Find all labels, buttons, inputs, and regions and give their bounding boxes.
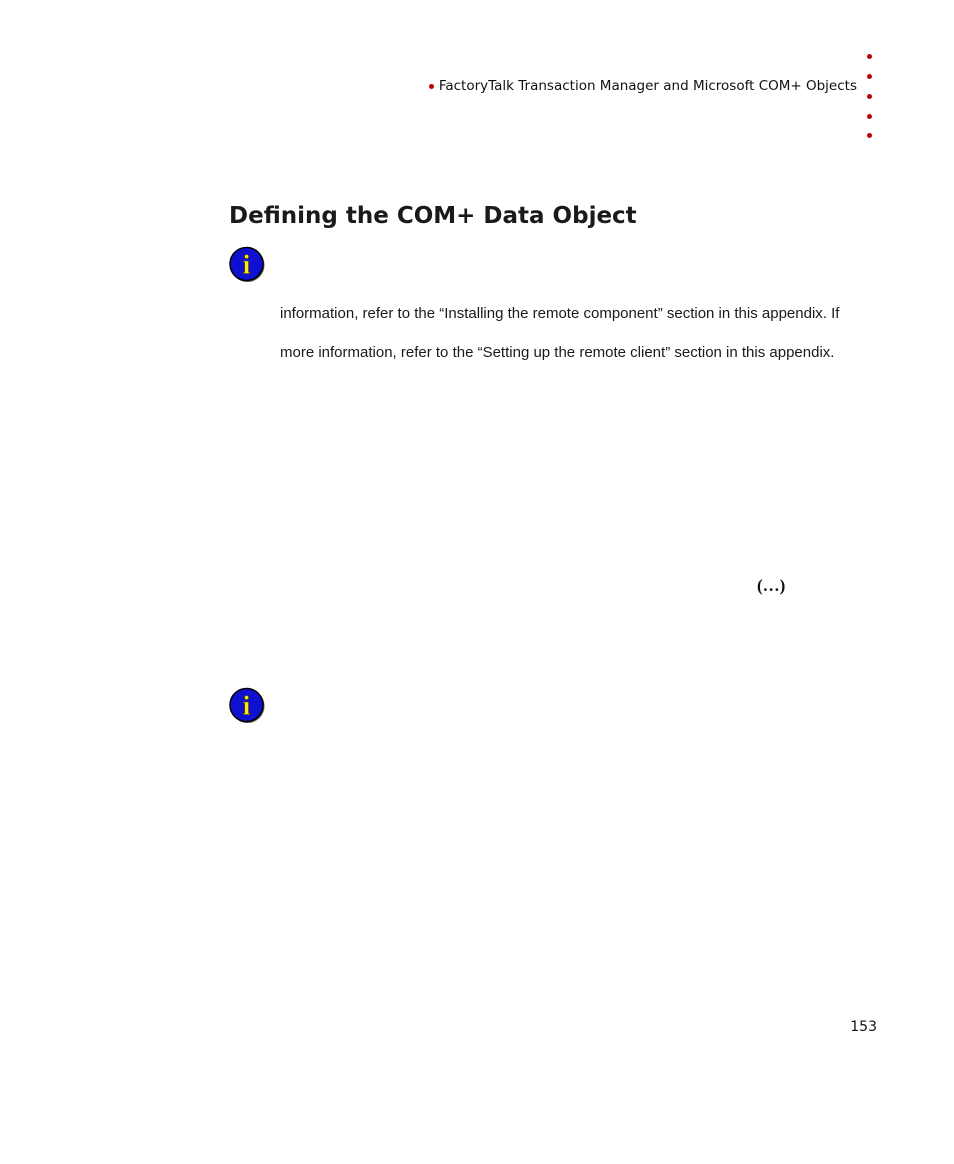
- info-icon: [228, 245, 266, 283]
- header-bullet-icon: [429, 84, 434, 89]
- margin-dot-icon: [867, 74, 872, 79]
- body-text-line: more information, refer to the “Setting up the remote client” section in this appendix.: [280, 344, 835, 361]
- margin-dot-icon: [867, 94, 872, 99]
- page-number: 153: [850, 1019, 877, 1035]
- margin-dot-icon: [867, 114, 872, 119]
- info-icon: [228, 686, 266, 724]
- section-title: Defining the COM+ Data Object: [229, 203, 637, 229]
- margin-dot-icon: [867, 133, 872, 138]
- ellipsis-button-label: (…): [757, 576, 786, 595]
- info-icon-letter: i: [242, 249, 251, 280]
- running-header-title: FactoryTalk Transaction Manager and Microsoft COM+ Objects: [438, 78, 857, 94]
- info-icon-letter: i: [242, 690, 251, 721]
- body-text-line: information, refer to the “Installing the remote component” section in this appendix. If: [280, 305, 840, 322]
- margin-dot-icon: [867, 54, 872, 59]
- running-header: [429, 78, 857, 94]
